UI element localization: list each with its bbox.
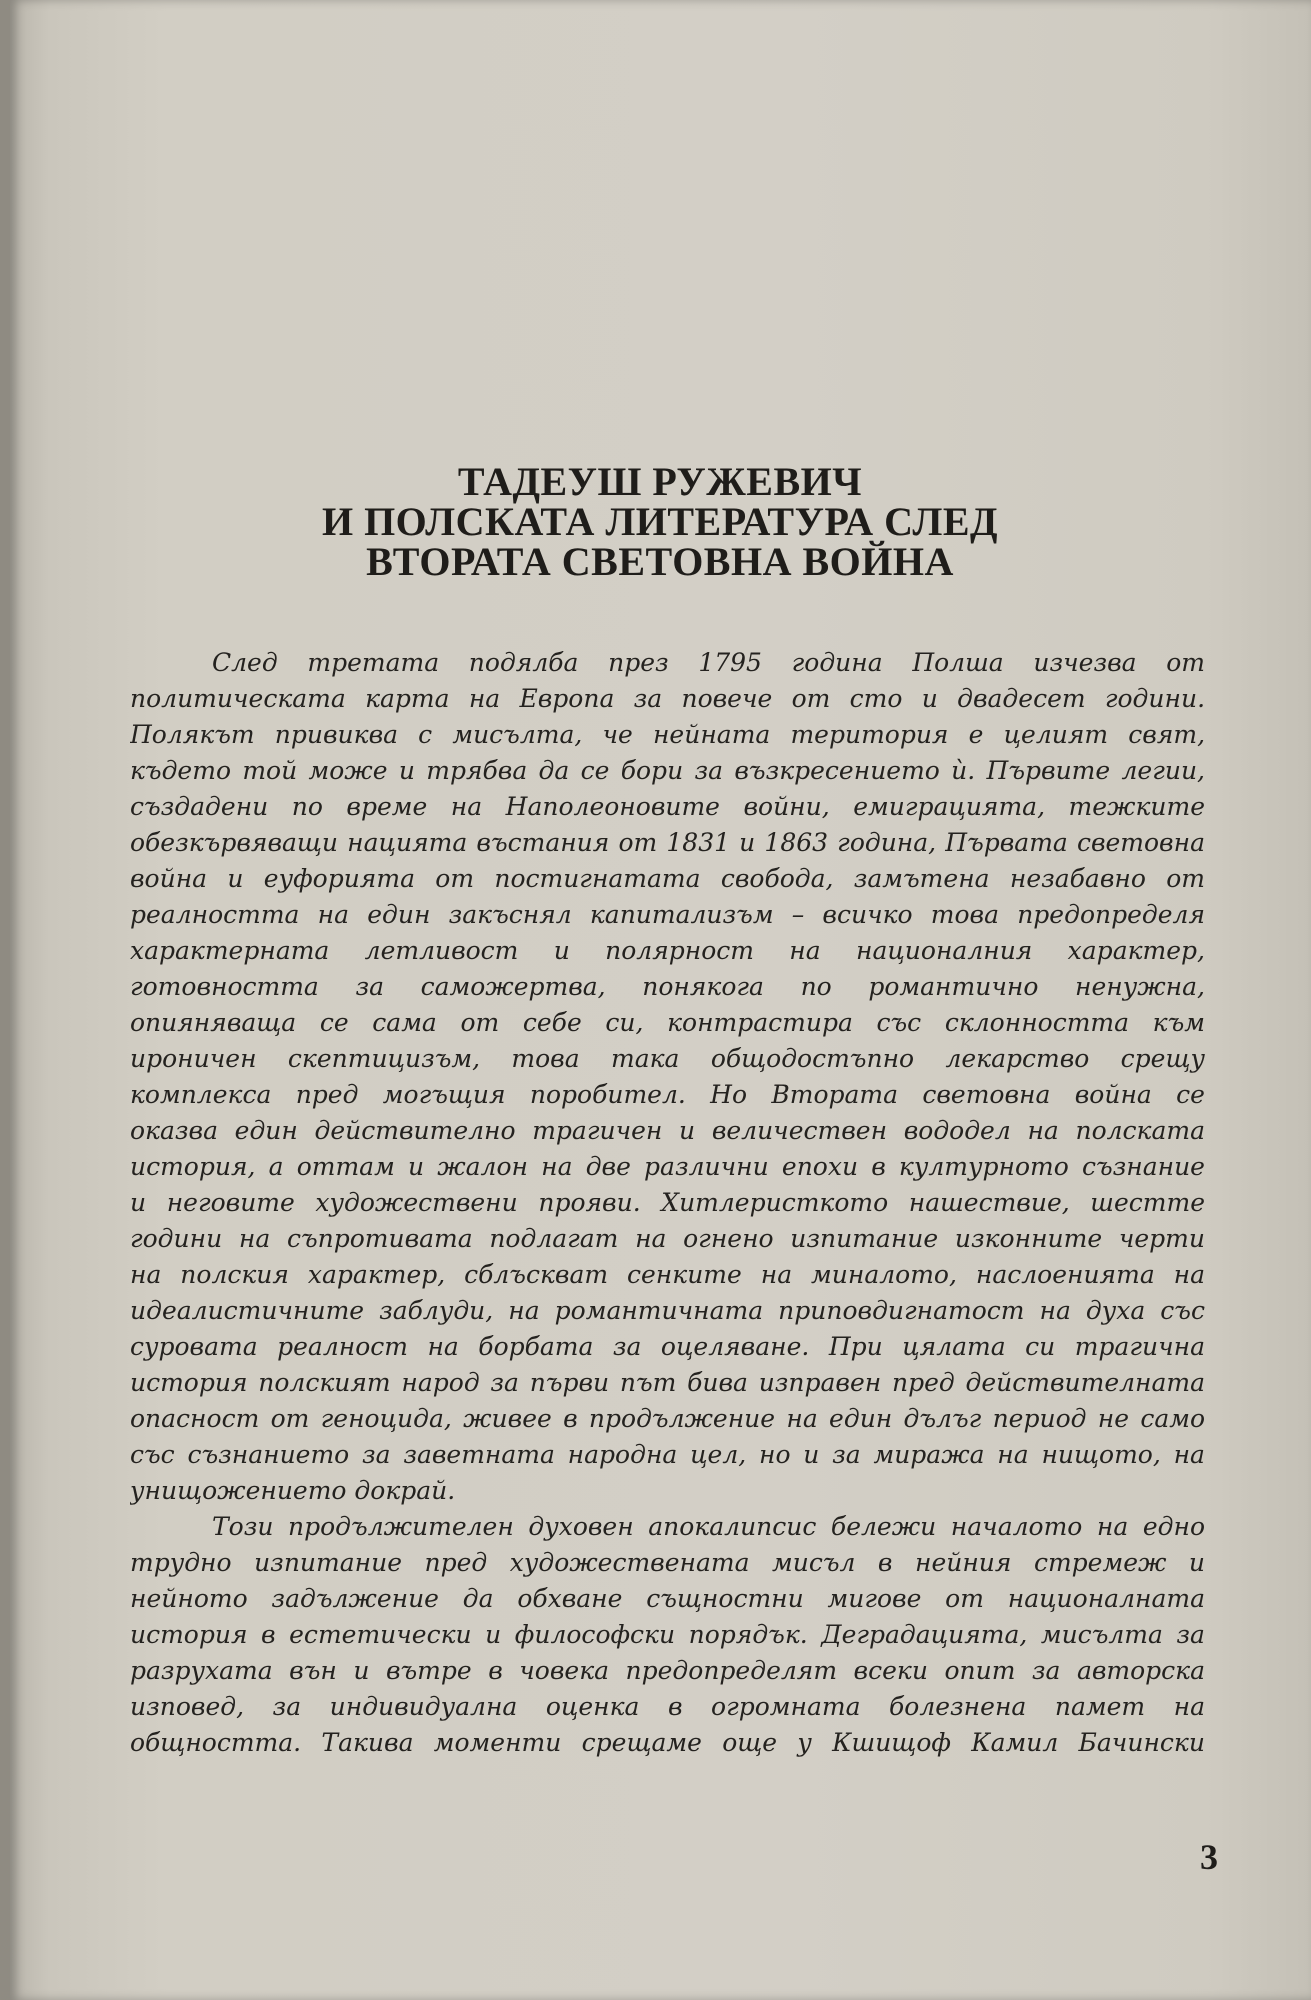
paragraph-2	[130, 1509, 1205, 1761]
text-line: опасност от геноцида, живее в продължение на един дълъг период не само	[130, 1404, 1205, 1433]
text-line: готовността за саможертва, понякога по романтично ненужна,	[130, 972, 1205, 1001]
text-line: суровата реалност на борбата за оцеляване. При цялата си трагична	[130, 1332, 1205, 1361]
text-line: оказва един действително трагичен и величествен вододел на полската	[130, 1116, 1205, 1145]
text-line: ироничен скептицизъм, това така общодостъпно лекарство срещу	[130, 1044, 1205, 1073]
book-page	[10, 0, 1311, 2000]
title-line-1: ТАДЕУШ РУЖЕВИЧ	[457, 459, 863, 504]
text-line: със съзнанието за заветната народна цел, но и за миража на нищото, на	[130, 1440, 1205, 1469]
text-line: унищожението докрай.	[130, 1476, 456, 1505]
text-line: обезкървяващи нацията въстания от 1831 и 1863 година, Първата световна	[130, 828, 1205, 857]
title-line-2: И ПОЛСКАТА ЛИТЕРАТУРА СЛЕД	[321, 499, 999, 544]
paragraph-1	[130, 645, 1205, 1509]
text-line: където той може и трябва да се бори за възкресението ѝ. Първите легии,	[130, 756, 1205, 785]
body-text	[130, 645, 1205, 1761]
text-line: общността. Такива моменти срещаме още у Кшищоф Камил Бачински	[130, 1728, 1205, 1757]
chapter-title	[160, 459, 1160, 584]
text-line: и неговите художествени прояви. Хитлеристкото нашествие, шестте	[130, 1188, 1205, 1217]
text-line: изповед, за индивидуална оценка в огромната болезнена памет на	[130, 1692, 1205, 1721]
text-line: Полякът привиква с мисълта, че нейната територия е целият свят,	[130, 720, 1205, 749]
text-line: характерната летливост и полярност на националния характер,	[130, 936, 1205, 965]
page-number: 3	[1200, 1837, 1218, 1877]
text-line: години на съпротивата подлагат на огнено изпитание изконните черти	[130, 1224, 1205, 1253]
text-line: война и еуфорията от постигнатата свобода, замътена незабавно от	[130, 864, 1205, 893]
text-line: на полския характер, сблъскват сенките на миналото, наслоенията на	[130, 1260, 1205, 1289]
text-line: история, а оттам и жалон на две различни епохи в културното съзнание	[130, 1152, 1205, 1181]
text-line: политическата карта на Европа за повече от сто и двадесет години.	[130, 684, 1205, 713]
text-line: реалността на един закъснял капитализъм – всичко това предопределя	[130, 900, 1205, 929]
text-line: история полският народ за първи път бива изправен пред действителната	[130, 1368, 1205, 1397]
text-line: трудно изпитание пред художествената мисъл в нейния стремеж и	[130, 1548, 1205, 1577]
text-line: нейното задължение да обхване същностни мигове от националната	[130, 1584, 1205, 1613]
text-line: опияняваща се сама от себе си, контрастира със склонността към	[130, 1008, 1205, 1037]
text-line: идеалистичните заблуди, на романтичната приповдигнатост на духа със	[130, 1296, 1205, 1325]
text-line: Този продължителен духовен апокалипсис бележи началото на едно	[212, 1512, 1205, 1541]
text-line: разрухата вън и вътре в човека предопределят всеки опит за авторска	[130, 1656, 1205, 1685]
text-line: история в естетически и философски порядък. Деградацията, мисълта за	[130, 1620, 1205, 1649]
text-line: комплекса пред могъщия поробител. Но Втората световна война се	[130, 1080, 1205, 1109]
text-line: След третата подялба през 1795 година Полша изчезва от	[212, 648, 1205, 677]
text-line: създадени по време на Наполеоновите войни, емиграцията, тежките	[130, 792, 1205, 821]
title-line-3: ВТОРАТА СВЕТОВНА ВОЙНА	[366, 539, 954, 584]
